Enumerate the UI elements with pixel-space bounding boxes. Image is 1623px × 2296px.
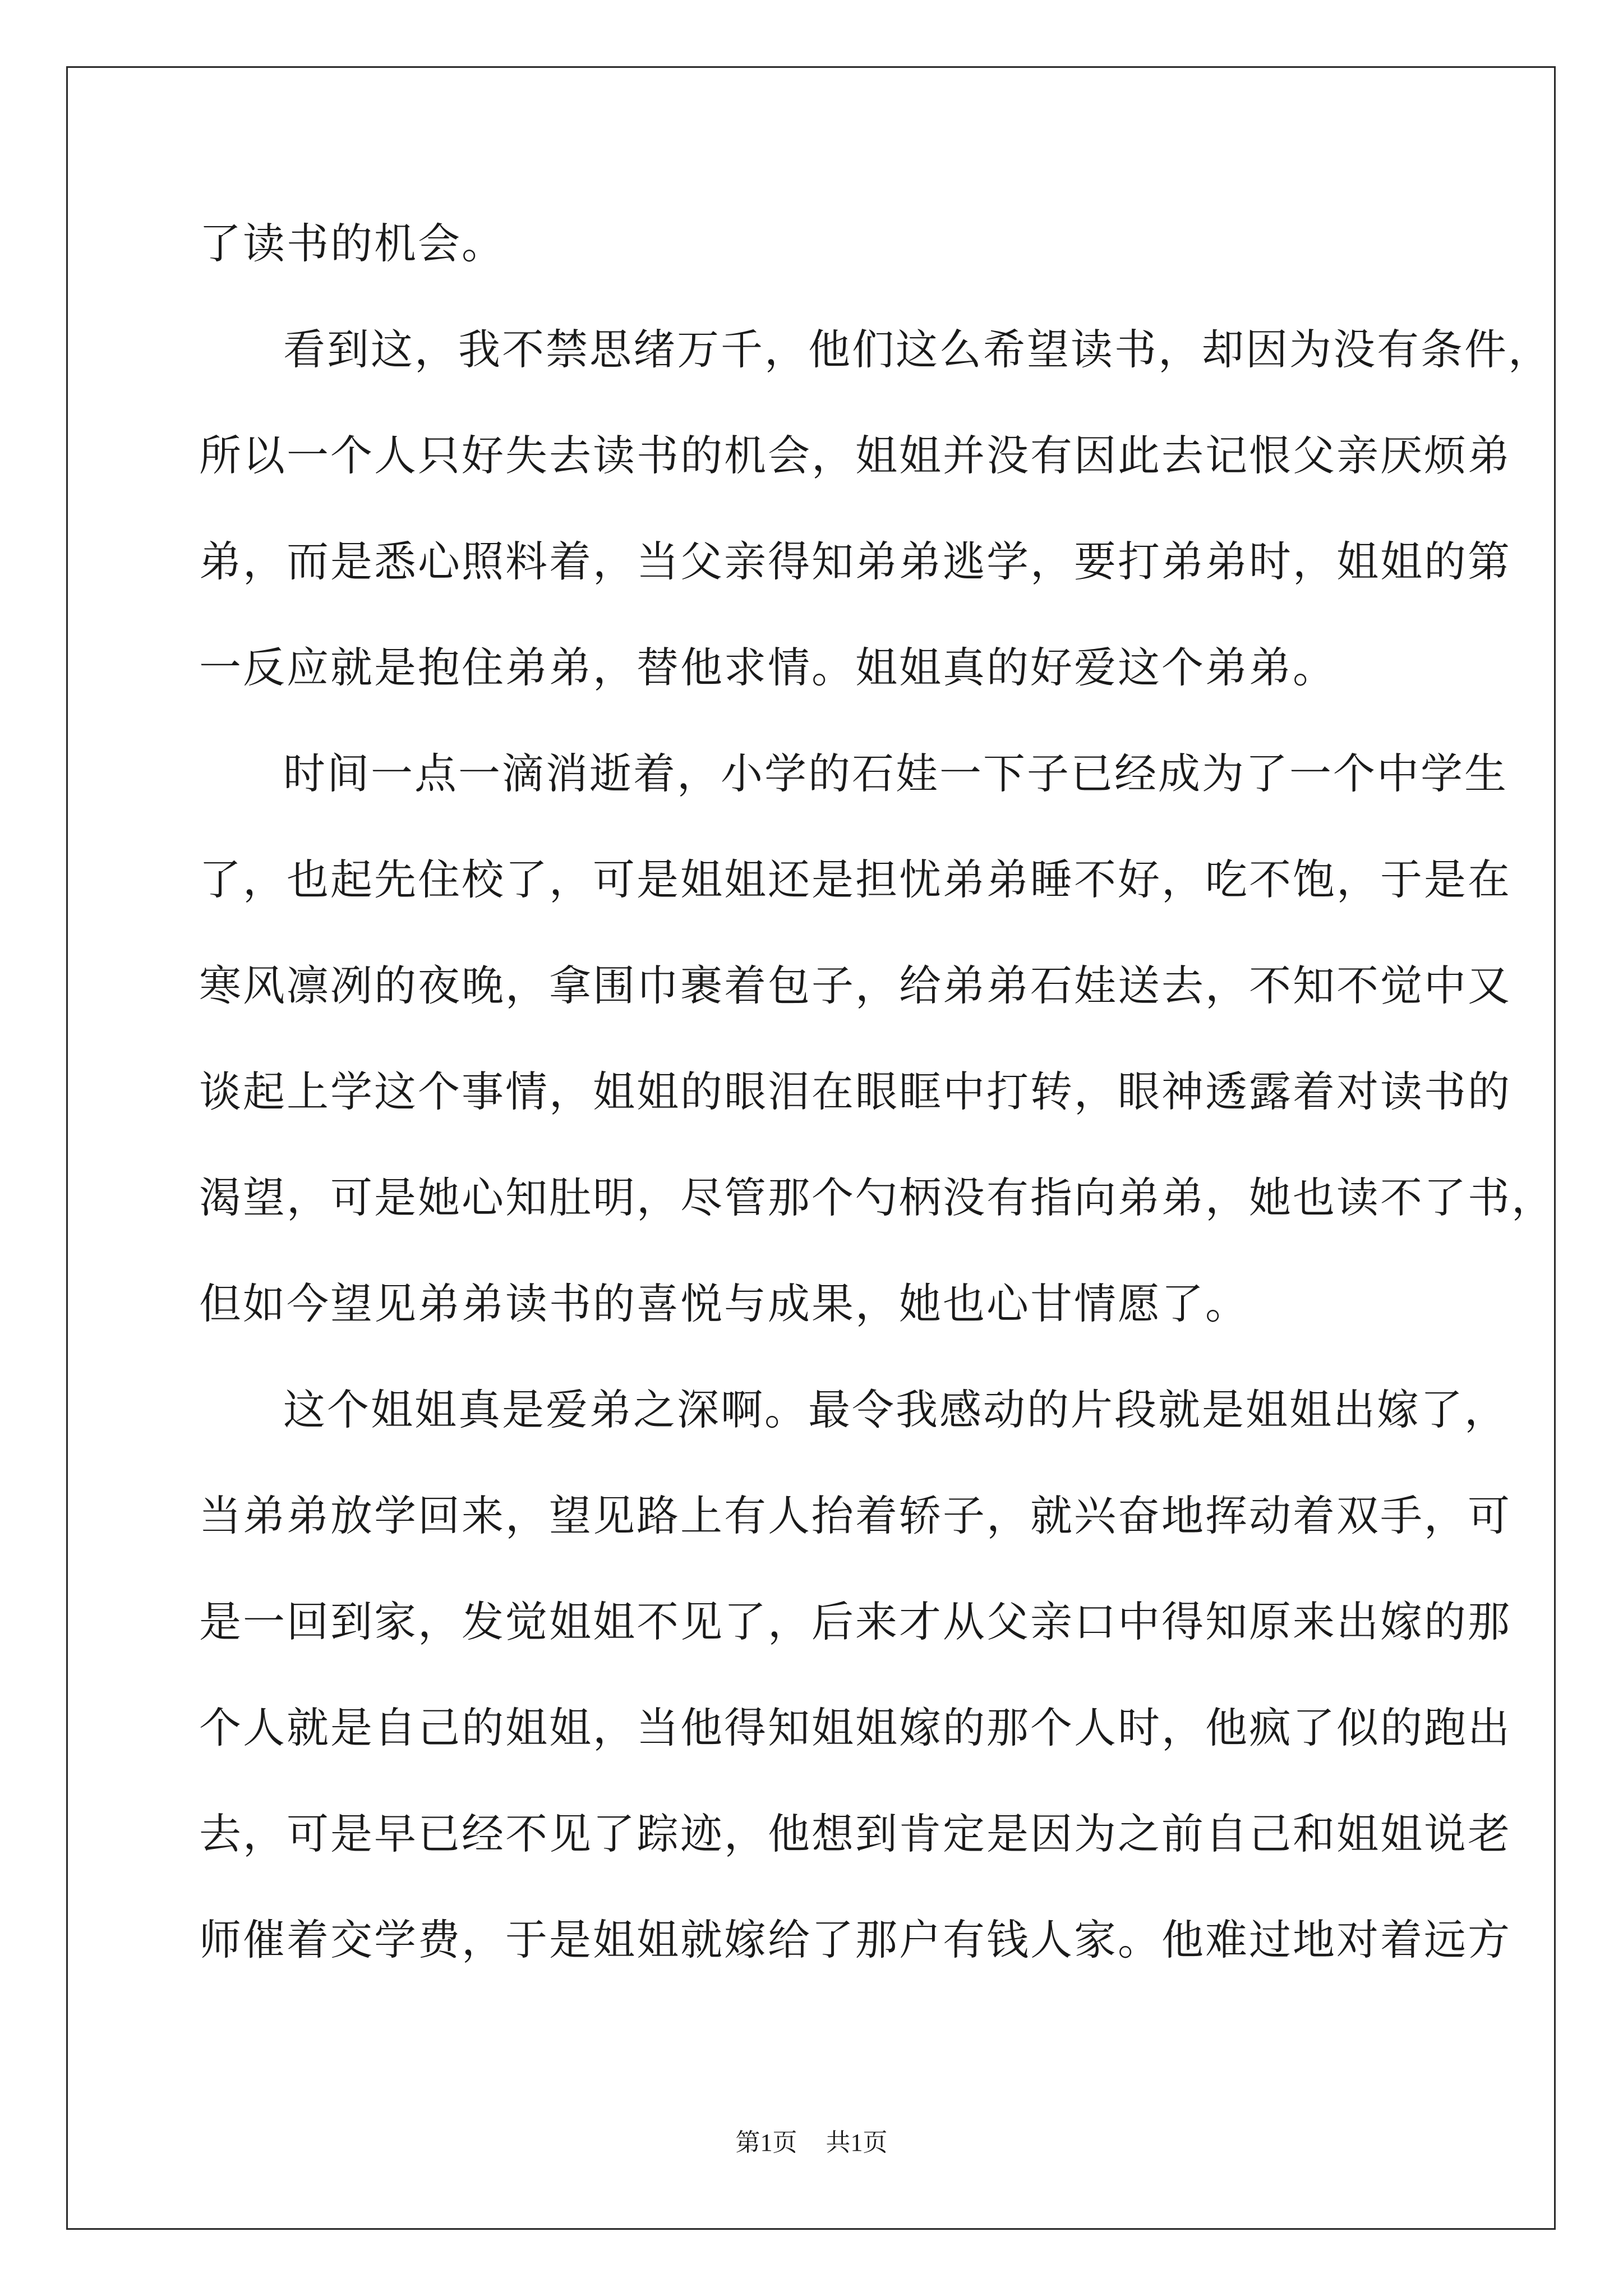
text-line: 弟，而是悉心照料着，当父亲得知弟弟逃学，要打弟弟时，姐姐的第	[199, 537, 1512, 586]
text-line: 但如今望见弟弟读书的喜悦与成果，她也心甘情愿了。	[199, 1279, 1249, 1328]
text-line: 了，也起先住校了，可是姐姐还是担忧弟弟睡不好，吃不饱，于是在	[199, 855, 1512, 904]
page-footer	[0, 2126, 1623, 2160]
document-body	[199, 191, 1556, 1993]
page-total: 共1页	[826, 2129, 888, 2156]
text-line: 时间一点一滴消逝着，小学的石娃一下子已经成为了一个中学生	[283, 749, 1509, 798]
text-line: 看到这，我不禁思绪万千，他们这么希望读书，却因为没有条件，	[283, 325, 1552, 374]
text-line: 所以一个人只好失去读书的机会，姐姐并没有因此去记恨父亲厌烦弟	[199, 431, 1512, 480]
text-line: 去，可是早已经不见了踪迹，他想到肯定是因为之前自己和姐姐说老	[199, 1809, 1512, 1858]
text-line: 寒风凛冽的夜晚，拿围巾裹着包子，给弟弟石娃送去，不知不觉中又	[199, 961, 1512, 1010]
text-line: 师催着交学费，于是姐姐就嫁给了那户有钱人家。他难过地对着远方	[199, 1915, 1512, 1964]
text-line: 一反应就是抱住弟弟，替他求情。姐姐真的好爱这个弟弟。	[199, 643, 1337, 692]
text-line: 是一回到家，发觉姐姐不见了，后来才从父亲口中得知原来出嫁的那	[199, 1597, 1512, 1646]
text-line: 个人就是自己的姐姐，当他得知姐姐嫁的那个人时，他疯了似的跑出	[199, 1703, 1512, 1752]
text-line: 这个姐姐真是爱弟之深啊。最令我感动的片段就是姐姐出嫁了，	[283, 1385, 1509, 1434]
text-line: 当弟弟放学回来，望见路上有人抬着轿子，就兴奋地挥动着双手，可	[199, 1491, 1512, 1540]
text-line: 谈起上学这个事情，姐姐的眼泪在眼眶中打转，眼神透露着对读书的	[199, 1067, 1512, 1116]
text-line: 渴望，可是她心知肚明，尽管那个勺柄没有指向弟弟，她也读不了书，	[199, 1173, 1556, 1222]
text-line: 了读书的机会。	[199, 219, 506, 268]
page-number: 第1页	[735, 2129, 797, 2156]
